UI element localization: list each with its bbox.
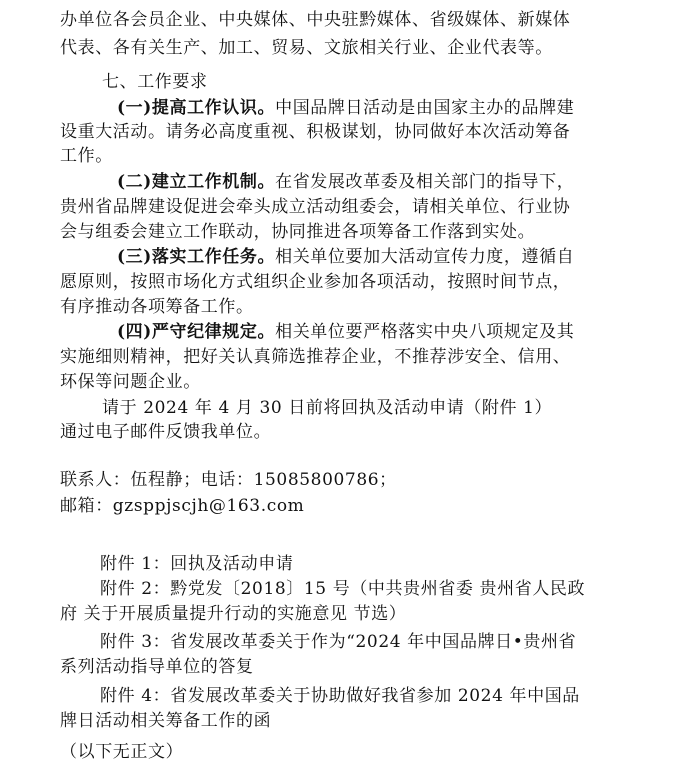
deadline-line-2: 通过电子邮件反馈我单位。 xyxy=(60,422,272,442)
closing-note: （以下无正文） xyxy=(60,742,184,762)
req1-title: (一)提高工作认识。 xyxy=(117,98,276,118)
attachment-3-line-1: 附件 3：省发展改革委关于作为“2024 年中国品牌日•贵州省 xyxy=(100,632,577,652)
req3-line-1 xyxy=(117,245,679,269)
attachment-1: 附件 1：回执及活动申请 xyxy=(100,554,294,574)
attachment-3-line-2: 系列活动指导单位的答复 xyxy=(60,657,254,677)
attachment-4-line-2: 牌日活动相关筹备工作的函 xyxy=(60,711,272,731)
req4-title: (四)严守纪律规定。 xyxy=(117,322,276,342)
req4-line-2: 实施细则精神，把好关认真筛选推荐企业，不推荐涉安全、信用、 xyxy=(60,347,571,367)
contact-line: 联系人：伍程静；电话：15085800786； xyxy=(60,470,397,490)
req1-line-1 xyxy=(117,96,679,120)
req2-title: (二)建立工作机制。 xyxy=(117,172,276,192)
section-heading: 七、工作要求 xyxy=(102,72,208,92)
intro-line-1: 办单位各会员企业、中央媒体、中央驻黔媒体、省级媒体、新媒体 xyxy=(60,10,571,30)
attachment-2-line-1: 附件 2：黔党发〔2018〕15 号（中共贵州省委 贵州省人民政 xyxy=(100,579,586,599)
req3-title: (三)落实工作任务。 xyxy=(117,247,276,267)
req1-line-3: 工作。 xyxy=(60,146,113,166)
intro-line-2: 代表、各有关生产、加工、贸易、文旅相关行业、企业代表等。 xyxy=(60,38,553,58)
req1-line-2: 设重大活动。请务必高度重视、积极谋划，协同做好本次活动筹备 xyxy=(60,122,571,142)
req2-line-2: 贵州省品牌建设促进会牵头成立活动组委会，请相关单位、行业协 xyxy=(60,197,571,217)
req3-line-3: 有序推动各项筹备工作。 xyxy=(60,297,254,317)
req4-text-1: 相关单位要严格落实中央八项规定及其 xyxy=(275,322,575,342)
req2-line-3: 会与组委会建立工作联动，协同推进各项筹备工作落到实处。 xyxy=(60,222,536,242)
email-line: 邮箱：gzsppjscjh@163.com xyxy=(60,496,305,516)
req3-line-2: 愿原则，按照市场化方式组织企业参加各项活动，按照时间节点， xyxy=(60,272,571,292)
req1-text-1: 中国品牌日活动是由国家主办的品牌建 xyxy=(275,98,575,118)
req3-text-1: 相关单位要加大活动宣传力度，遵循自 xyxy=(275,247,575,267)
attachment-2-line-2: 府 关于开展质量提升行动的实施意见 节选） xyxy=(60,604,407,624)
req4-line-1 xyxy=(117,320,679,344)
req2-text-1: 在省发展改革委及相关部门的指导下， xyxy=(275,172,575,192)
req4-line-3: 环保等问题企业。 xyxy=(60,372,201,392)
deadline-line-1: 请于 2024 年 4 月 30 日前将回执及活动申请（附件 1） xyxy=(102,398,553,418)
req2-line-1 xyxy=(117,170,679,194)
attachment-4-line-1: 附件 4：省发展改革委关于协助做好我省参加 2024 年中国品 xyxy=(100,686,580,706)
